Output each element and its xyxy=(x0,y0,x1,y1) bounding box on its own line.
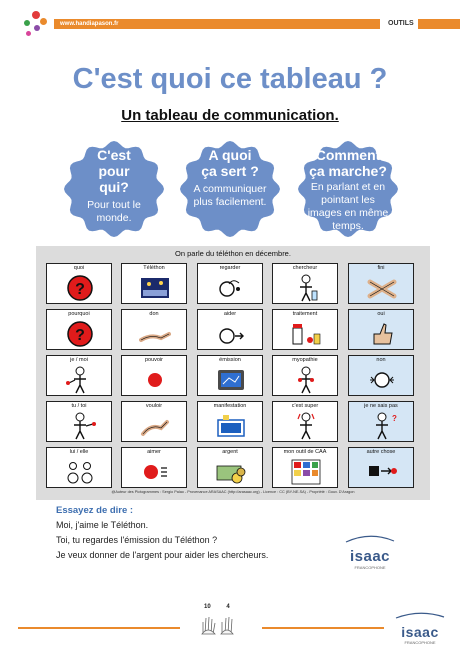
board-cell-label: quoi xyxy=(73,265,85,271)
isaac-logo xyxy=(340,530,400,570)
essay-line-3: Je veux donner de l'argent pour aider les chercheurs. xyxy=(56,550,269,560)
board-cell[interactable] xyxy=(121,355,187,396)
site-logo xyxy=(22,11,48,39)
page-subtitle: Un tableau de communication. xyxy=(121,107,339,124)
page-numbers xyxy=(204,604,230,610)
badge-pour-qui xyxy=(62,139,166,239)
board-cell-label: c'est super xyxy=(291,403,319,409)
no-icon xyxy=(366,366,398,394)
help-icon xyxy=(215,320,247,348)
board-cell[interactable] xyxy=(197,401,263,442)
board-cell[interactable] xyxy=(272,447,338,488)
badge-heading: Comment ça marche? xyxy=(309,147,387,179)
event-icon xyxy=(215,412,247,440)
money-icon xyxy=(215,458,247,486)
board-cell[interactable] xyxy=(197,355,263,396)
tv-stage-icon xyxy=(139,274,171,302)
you-icon xyxy=(64,412,96,440)
board-cell[interactable] xyxy=(46,355,112,396)
board-cell[interactable] xyxy=(46,401,112,442)
board-credit: @Auteur des Pictogrammes : Sergio Palao - Provenance ARASAAC (http://arasaac.org) - Licence : CC (BY-NE-SA) - Propriété : Gouv. D'Aragon xyxy=(111,490,355,494)
him-her-icon xyxy=(64,458,96,486)
page-number-left: 10 xyxy=(204,604,211,610)
header-bar-end xyxy=(418,19,460,29)
board-cell[interactable] xyxy=(121,309,187,350)
board-cell-label: argent xyxy=(222,449,238,455)
board-cell[interactable] xyxy=(197,447,263,488)
board-title: On parle du téléthon en décembre. xyxy=(175,249,291,258)
board-cell-label: je ne sais pas xyxy=(364,403,398,409)
board-cell-label: oui xyxy=(377,311,385,317)
communication-board xyxy=(36,246,430,500)
question-icon xyxy=(64,274,96,302)
svg-text:?: ? xyxy=(75,281,85,298)
board-cell[interactable] xyxy=(46,447,112,488)
researcher-icon xyxy=(290,274,322,302)
board-cell-label: je / moi xyxy=(70,357,88,363)
badge-heading: C'est pour qui? xyxy=(97,147,131,195)
badge-heading: A quoi ça sert ? xyxy=(201,147,259,179)
essay-title: Essayez de dire : xyxy=(56,505,134,516)
myopathy-icon xyxy=(290,366,322,394)
give-hand-icon xyxy=(139,320,171,348)
dont-know-icon xyxy=(366,412,398,440)
board-cell-label: chercheur xyxy=(292,265,318,271)
board-cell-label: vouloir xyxy=(145,403,163,409)
isaac-swoosh-icon xyxy=(340,533,400,543)
site-url[interactable]: www.handiapason.fr xyxy=(60,21,119,27)
board-cell[interactable] xyxy=(46,263,112,304)
love-icon xyxy=(139,458,171,486)
isaac-subtitle: FRANCOPHONE xyxy=(404,640,436,645)
board-cell[interactable] xyxy=(121,263,187,304)
badge-body: A communiquer plus facilement. xyxy=(193,183,267,208)
board-cell-label: Téléthon xyxy=(143,265,165,271)
board-cell-label: aimer xyxy=(147,449,161,455)
isaac-footer-logo xyxy=(390,606,450,645)
page-number-right: 4 xyxy=(226,604,230,610)
board-cell-label: aider xyxy=(223,311,237,317)
board-cell[interactable] xyxy=(348,309,414,350)
badge-body: En parlant et en pointant les images en même temps. xyxy=(307,181,389,232)
other-thing-icon xyxy=(366,458,398,486)
me-icon xyxy=(64,366,96,394)
board-cell-label: pourquoi xyxy=(68,311,90,317)
finished-icon xyxy=(366,274,398,302)
board-cell[interactable] xyxy=(272,401,338,442)
board-cell-label: manifestation xyxy=(213,403,247,409)
board-cell-label: lui / elle xyxy=(69,449,89,455)
can-icon xyxy=(139,366,171,394)
board-cell-label: myopathie xyxy=(292,357,318,363)
svg-text:?: ? xyxy=(392,414,397,423)
section-label: OUTILS xyxy=(388,20,414,27)
aac-tool-icon xyxy=(290,458,322,486)
board-cell[interactable] xyxy=(272,309,338,350)
board-cell[interactable] xyxy=(121,447,187,488)
essay-line-1: Moi, j'aime le Téléthon. xyxy=(56,520,149,530)
board-cell-label: mon outil de CAA xyxy=(283,449,327,455)
board-cell-label: regarder xyxy=(219,265,241,271)
board-cell[interactable] xyxy=(272,355,338,396)
broadcast-icon xyxy=(215,366,247,394)
board-cell-label: fini xyxy=(377,265,385,271)
board-cell-label: émission xyxy=(219,357,241,363)
medicine-icon xyxy=(290,320,322,348)
board-cell-label: don xyxy=(149,311,159,317)
badge-comment xyxy=(296,139,400,239)
super-icon xyxy=(290,412,322,440)
board-cell[interactable] xyxy=(46,309,112,350)
board-cell[interactable] xyxy=(348,355,414,396)
badge-a-quoi xyxy=(178,139,282,239)
board-cell[interactable] xyxy=(197,309,263,350)
board-cell[interactable] xyxy=(348,401,414,442)
look-icon xyxy=(215,274,247,302)
board-cell[interactable] xyxy=(121,401,187,442)
isaac-subtitle: FRANCOPHONE xyxy=(354,565,386,570)
question-icon xyxy=(64,320,96,348)
board-cell[interactable] xyxy=(348,447,414,488)
want-hand-icon xyxy=(139,412,171,440)
isaac-wordmark: isaac xyxy=(401,624,439,640)
isaac-wordmark: isaac xyxy=(349,548,391,565)
footer-line-left xyxy=(18,627,180,629)
isaac-swoosh-icon xyxy=(390,611,450,619)
board-cell-label: pouvoir xyxy=(144,357,164,363)
thumb-up-icon xyxy=(366,320,398,348)
essay-line-2: Toi, tu regardes l'émission du Téléthon ? xyxy=(56,535,218,545)
board-cell[interactable] xyxy=(348,263,414,304)
svg-text:?: ? xyxy=(75,327,85,344)
badge-body: Pour tout le monde. xyxy=(87,199,141,224)
board-cell-label: non xyxy=(376,357,386,363)
page-title: C'est quoi ce tableau ? xyxy=(72,63,388,95)
board-cell[interactable] xyxy=(197,263,263,304)
board-cell-label: traitement xyxy=(292,311,318,317)
board-cell-label: autre chose xyxy=(366,449,396,455)
footer-line-right xyxy=(262,627,384,629)
counting-hands-icon xyxy=(200,612,240,636)
board-cell[interactable] xyxy=(272,263,338,304)
board-cell-label: tu / toi xyxy=(71,403,87,409)
